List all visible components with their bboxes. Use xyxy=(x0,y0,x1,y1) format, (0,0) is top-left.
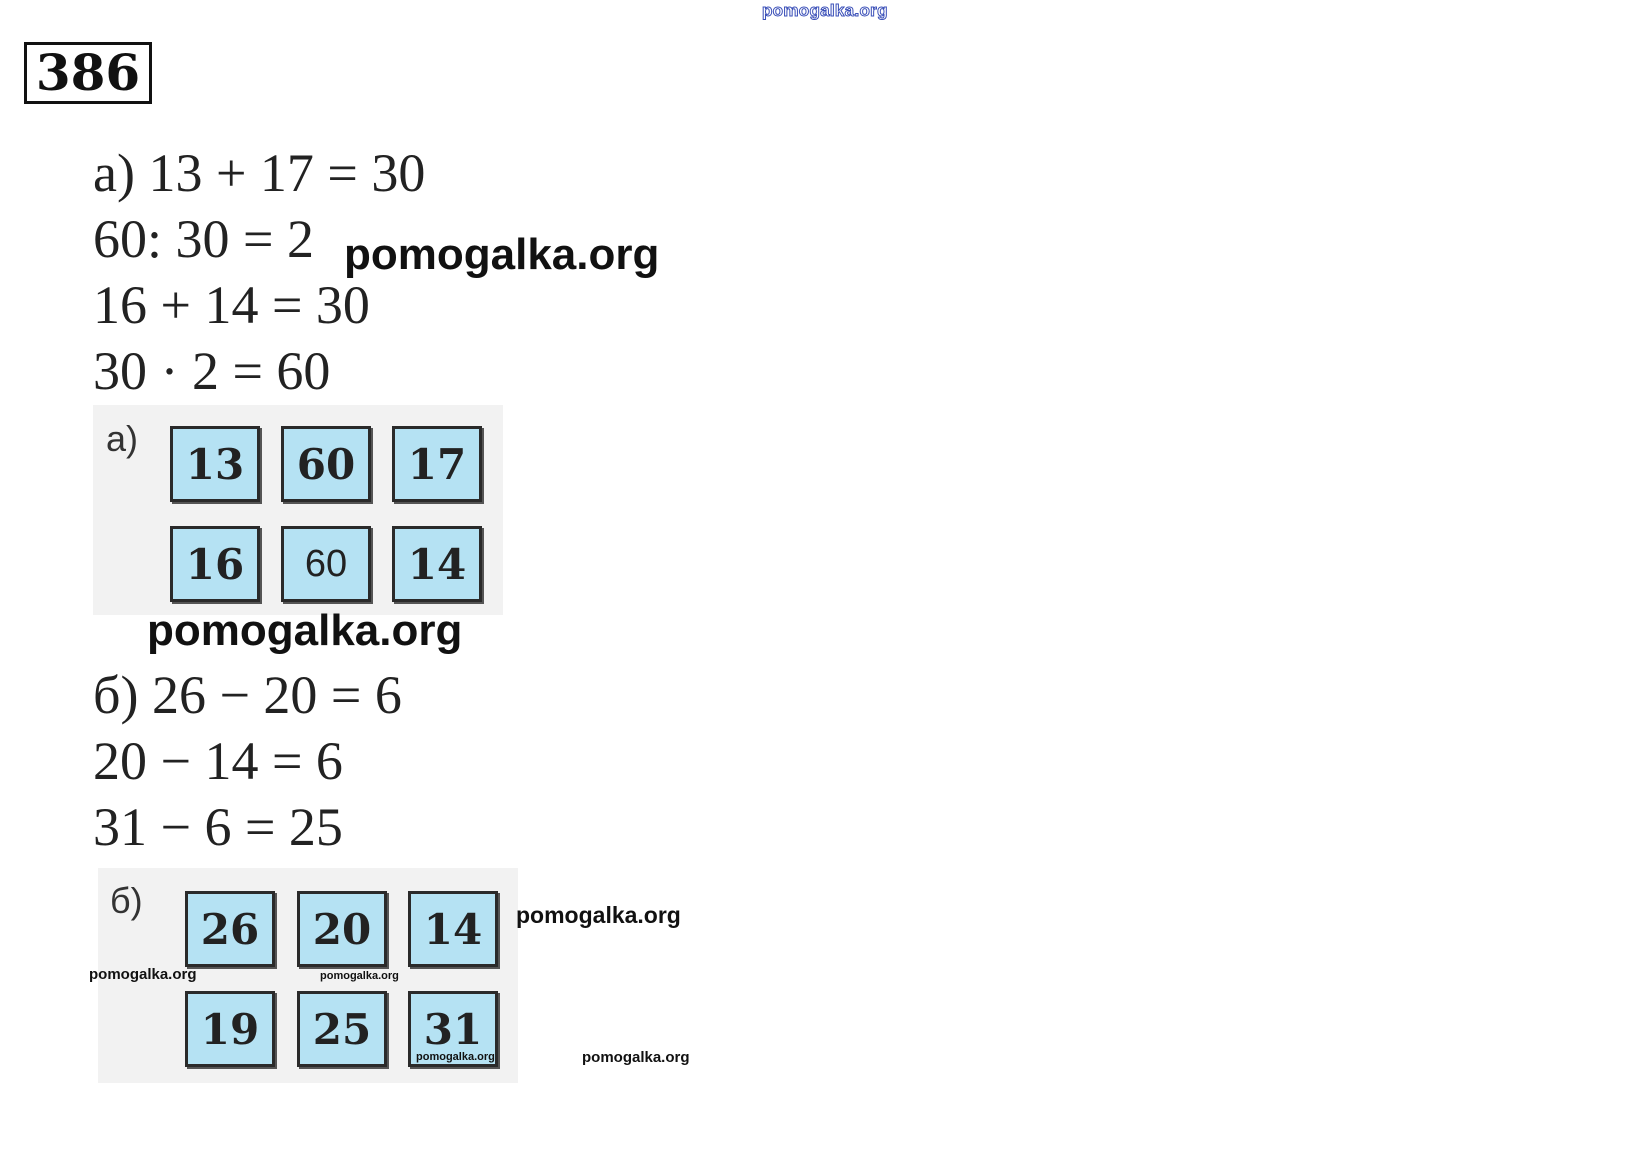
equation-a-1: а) 13 + 17 = 30 xyxy=(93,143,426,203)
card-a-14: 14 xyxy=(392,526,482,602)
watermark-5: pomogalka.org xyxy=(320,970,399,982)
watermark-1: pomogalka.org xyxy=(344,230,660,279)
task-number: 386 xyxy=(24,42,152,104)
watermark-7: pomogalka.org xyxy=(582,1049,690,1066)
top-watermark: pomogalka.org xyxy=(762,1,888,20)
card-a-16: 16 xyxy=(170,526,260,602)
figure-a-label: а) xyxy=(106,418,139,459)
equation-a-3: 16 + 14 = 30 xyxy=(93,275,370,335)
figure-b-label: б) xyxy=(110,880,143,921)
card-a-60-top: 60 xyxy=(281,426,371,502)
equation-a-4: 30 · 2 = 60 xyxy=(93,341,331,401)
watermark-2: pomogalka.org xyxy=(147,606,463,655)
card-b-26: 26 xyxy=(185,891,275,967)
equation-b-3: 31 − 6 = 25 xyxy=(93,797,343,857)
card-b-19: 19 xyxy=(185,991,275,1067)
card-b-14: 14 xyxy=(408,891,498,967)
equation-b-2: 20 − 14 = 6 xyxy=(93,731,343,791)
card-a-13: 13 xyxy=(170,426,260,502)
card-b-25: 25 xyxy=(297,991,387,1067)
equation-b-1: б) 26 − 20 = 6 xyxy=(93,665,402,725)
card-b-31: 31 xyxy=(408,991,498,1067)
watermark-4: pomogalka.org xyxy=(89,966,197,983)
equation-a-2: 60: 30 = 2 xyxy=(93,209,314,269)
card-b-20: 20 xyxy=(297,891,387,967)
watermark-3: pomogalka.org xyxy=(516,902,681,928)
card-a-17: 17 xyxy=(392,426,482,502)
card-a-60-bottom: 60 xyxy=(281,526,371,602)
watermark-6: pomogalka.org xyxy=(416,1051,495,1063)
